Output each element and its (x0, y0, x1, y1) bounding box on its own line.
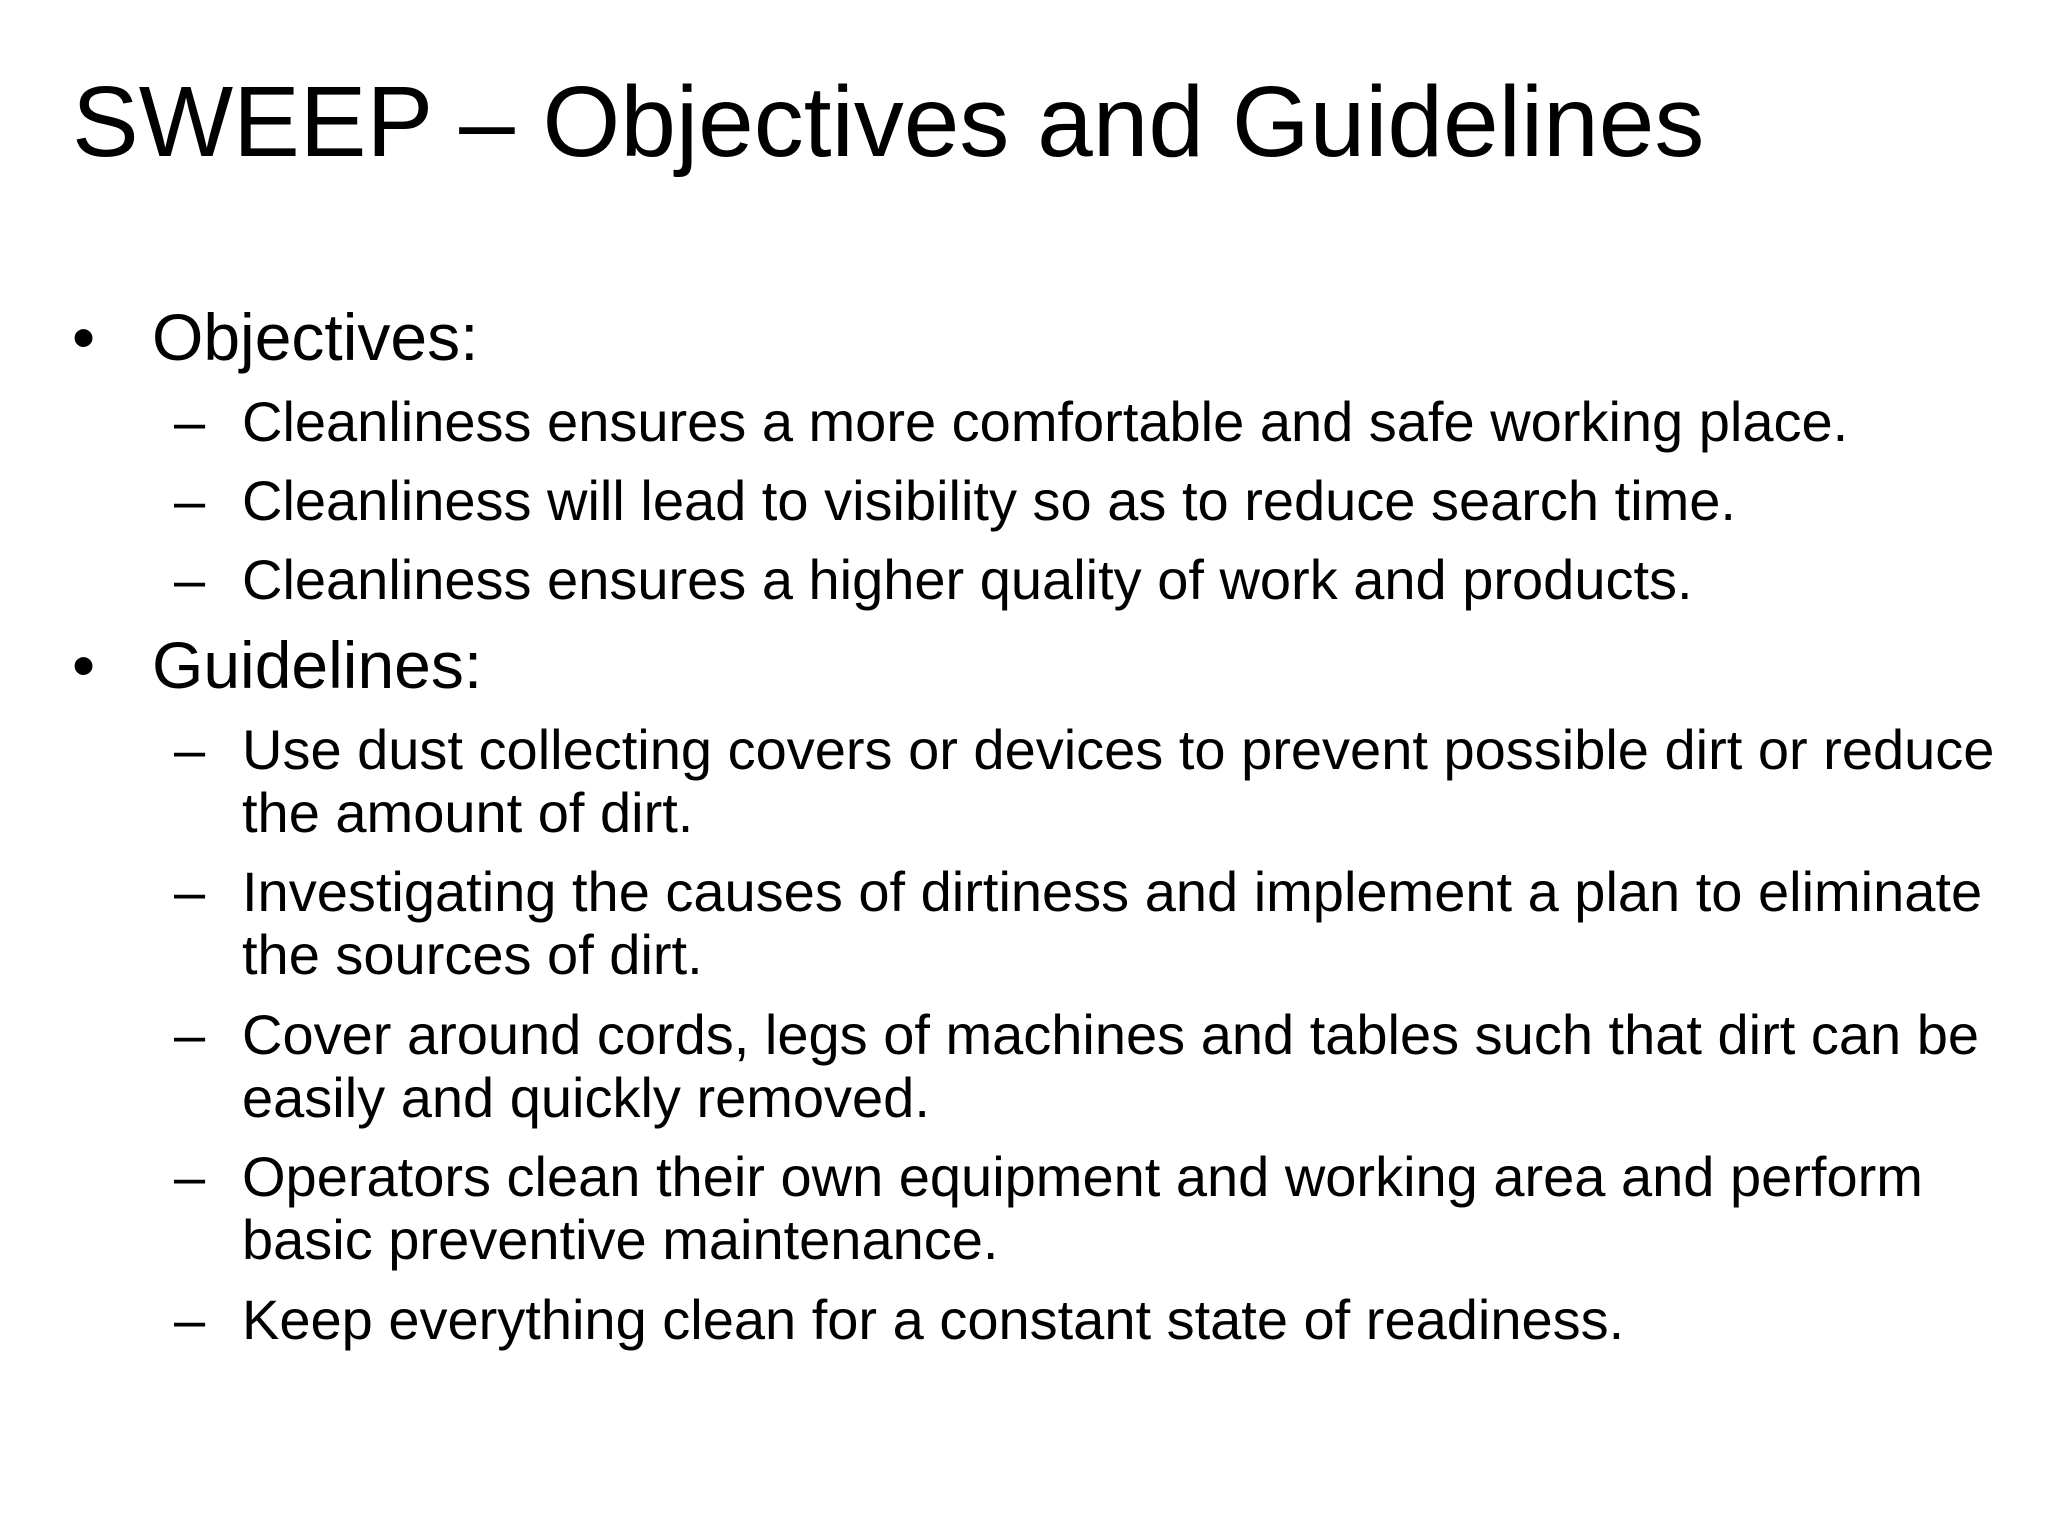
dash-bullet: – (174, 469, 206, 533)
dash-bullet: – (174, 717, 206, 781)
list-item (174, 717, 2042, 845)
list-item (174, 860, 2042, 987)
dash-bullet: – (174, 548, 206, 612)
list-item-text: Use dust collecting covers or devices to prevent possible dirt or reduce the amount of dirt. (242, 717, 1995, 844)
slide-content (72, 300, 2032, 1367)
list-item (174, 548, 2042, 612)
list-item-text: Operators clean their own equipment and working area and perform basic preventive maintenance. (242, 1145, 1923, 1272)
dash-bullet: – (174, 1287, 206, 1351)
list-item (174, 1002, 2042, 1130)
list-item-text: Investigating the causes of dirtiness and implement a plan to eliminate the sources of dirt. (242, 860, 1983, 987)
list-item (174, 469, 2042, 533)
dash-bullet: – (174, 1145, 206, 1209)
list-item-text: Cover around cords, legs of machines and tables such that dirt can be easily and quickly removed. (242, 1002, 1979, 1129)
section-heading-label: Objectives: (152, 300, 479, 374)
list-item (174, 1287, 2042, 1351)
section-heading-guidelines (72, 628, 2032, 704)
list-item (174, 389, 2042, 453)
section-heading-objectives (72, 300, 2032, 376)
guidelines-list (72, 718, 2032, 1351)
bullet-point: • (72, 300, 96, 374)
list-item-text: Cleanliness ensures a higher quality of work and products. (242, 548, 1693, 612)
list-item (174, 1145, 2042, 1272)
list-item-text: Cleanliness will lead to visibility so as to reduce search time. (242, 469, 1736, 533)
dash-bullet: – (174, 1002, 206, 1066)
list-item-text: Keep everything clean for a constant state of readiness. (242, 1287, 1625, 1351)
slide-title: SWEEP – Objectives and Guidelines (72, 66, 1705, 178)
list-item-text: Cleanliness ensures a more comfortable and safe working place. (242, 389, 1849, 453)
objectives-list (72, 390, 2032, 612)
bullet-point: • (72, 627, 96, 702)
dash-bullet: – (174, 389, 206, 453)
section-heading-label: Guidelines: (152, 627, 483, 702)
dash-bullet: – (174, 860, 206, 924)
